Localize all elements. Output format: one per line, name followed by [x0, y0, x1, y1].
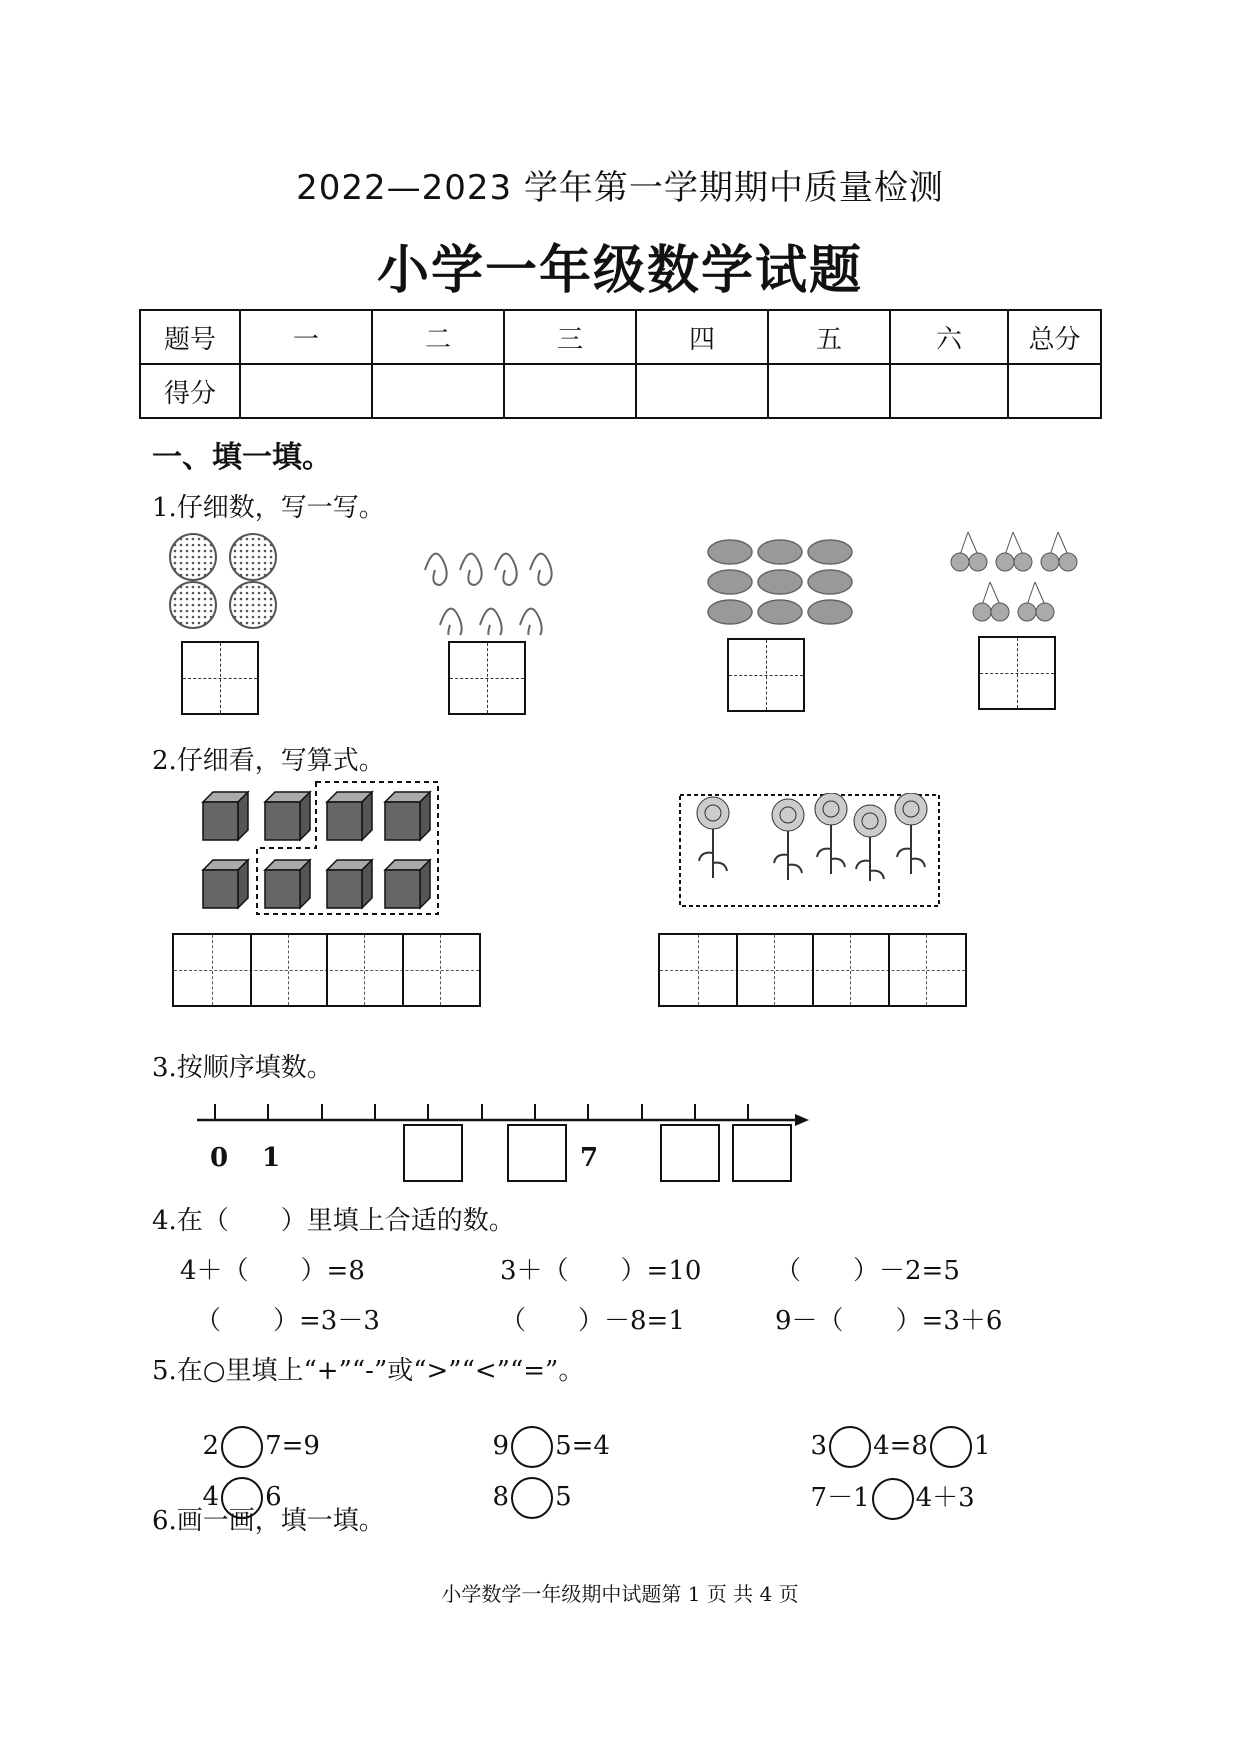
score-table-header-row: [140, 310, 1101, 364]
cube-icon: [203, 792, 248, 840]
cube-icon: [265, 860, 310, 908]
rose-icon: [772, 799, 804, 880]
score-row-label: 得分: [140, 364, 240, 418]
leaf-icon: [808, 600, 852, 624]
leaf-icon: [708, 600, 752, 624]
fruit-group: [170, 534, 276, 628]
exam-title: 小学一年级数学试题: [376, 241, 863, 301]
swan-icon: [440, 609, 462, 635]
page-footer: 小学数学一年级期中试题第 1 页 共 4 页: [441, 1582, 799, 1606]
question-6-label: 6.画一画，填一填。: [152, 1506, 385, 1536]
q1-answer-box[interactable]: [727, 638, 805, 712]
leaf-icon: [758, 600, 802, 624]
score-cell: 三: [504, 310, 636, 364]
q4-equation[interactable]: （ ）－2=5: [775, 1256, 960, 1286]
q4-equation[interactable]: （ ）=3－3: [195, 1306, 380, 1336]
q5-item: 8 5: [476, 1447, 572, 1519]
cube-icon: [265, 792, 310, 840]
leaf-icon: [758, 540, 802, 564]
cherry-icon: [1018, 582, 1054, 621]
score-cell: 总分: [1008, 310, 1101, 364]
rose-icon: [697, 797, 729, 878]
number-line-label: 7: [580, 1143, 599, 1173]
question-1-label: 1.仔细数，写一写。: [152, 493, 385, 523]
section-heading: 一、填一填。: [152, 440, 332, 475]
leaf-icon: [808, 540, 852, 564]
q5-item: 9 5=4: [476, 1396, 610, 1468]
fruit-icon: [170, 534, 216, 580]
swan-icon: [460, 554, 482, 585]
rose-icon: [854, 805, 886, 881]
score-input-cell[interactable]: [636, 364, 768, 418]
score-input-cell[interactable]: [1008, 364, 1101, 418]
q2-writing-grid-left[interactable]: [172, 933, 481, 1007]
score-input-cell[interactable]: [890, 364, 1008, 418]
rose-icon: [815, 793, 847, 874]
q2-writing-grid-right[interactable]: [658, 933, 967, 1007]
rose-icon: [895, 793, 927, 874]
exam-subtitle: 2022—2023 学年第一学期期中质量检测: [296, 168, 944, 208]
q4-equation[interactable]: （ ）－8=1: [500, 1306, 685, 1336]
swan-icon: [480, 609, 502, 635]
q5-item: 7－1 4＋3: [794, 1447, 975, 1520]
number-line-answer-box[interactable]: [732, 1124, 792, 1182]
q5-item: 2 7=9: [186, 1396, 320, 1468]
number-line-label: 1: [262, 1143, 281, 1173]
cube-icon: [385, 792, 430, 840]
leaf-icon: [758, 570, 802, 594]
cherry-icon: [973, 582, 1009, 621]
q5-item: 3 4=8 1: [794, 1396, 991, 1468]
roses-figure: [678, 793, 941, 908]
number-line-answer-box[interactable]: [507, 1124, 567, 1182]
cube-icon: [203, 860, 248, 908]
swan-group: [425, 554, 552, 635]
score-cell: 五: [768, 310, 890, 364]
cherry-group: [951, 532, 1077, 621]
leaf-icon: [808, 570, 852, 594]
fruit-icon: [170, 582, 216, 628]
score-input-cell[interactable]: [240, 364, 372, 418]
cube-icon: [327, 860, 372, 908]
swan-icon: [520, 609, 542, 635]
score-table: [139, 309, 1102, 419]
answer-circle[interactable]: [511, 1477, 553, 1519]
q4-equation[interactable]: 3＋（ ）=10: [500, 1256, 702, 1286]
score-input-cell[interactable]: [768, 364, 890, 418]
q1-answer-box[interactable]: [448, 641, 526, 715]
cherry-icon: [951, 532, 987, 571]
q4-equation[interactable]: 9－（ ）=3＋6: [775, 1306, 1003, 1336]
score-cell: 一: [240, 310, 372, 364]
cube-icon: [327, 792, 372, 840]
leaf-icon: [708, 540, 752, 564]
leaf-group: [708, 540, 852, 624]
swan-icon: [425, 554, 447, 585]
answer-circle[interactable]: [872, 1478, 914, 1520]
leaf-icon: [708, 570, 752, 594]
score-input-cell[interactable]: [504, 364, 636, 418]
q1-answer-box[interactable]: [978, 636, 1056, 710]
question-4-label: 4.在（ ）里填上合适的数。: [152, 1206, 515, 1236]
cubes-figure: [195, 780, 455, 920]
cherry-icon: [1041, 532, 1077, 571]
q4-equation[interactable]: 4＋（ ）=8: [180, 1256, 365, 1286]
number-line-answer-box[interactable]: [660, 1124, 720, 1182]
question-3-label: 3.按顺序填数。: [152, 1053, 333, 1083]
cherry-icon: [996, 532, 1032, 571]
score-input-cell[interactable]: [372, 364, 504, 418]
q1-pictures: [160, 530, 1160, 635]
q5-item: 4 6: [186, 1447, 282, 1519]
score-cell: 六: [890, 310, 1008, 364]
cube-icon: [385, 860, 430, 908]
swan-icon: [530, 554, 552, 585]
q1-answer-box[interactable]: [181, 641, 259, 715]
number-line-answer-box[interactable]: [403, 1124, 463, 1182]
score-cell: 四: [636, 310, 768, 364]
score-cell: 二: [372, 310, 504, 364]
question-5-label: 5.在○里填上“+”“-”或“>”“<”“=”。: [152, 1356, 585, 1386]
fruit-icon: [230, 534, 276, 580]
number-line: [195, 1100, 815, 1130]
score-table-score-row: [140, 364, 1101, 418]
question-2-label: 2.仔细看，写算式。: [152, 746, 385, 776]
score-cell: 题号: [140, 310, 240, 364]
fruit-icon: [230, 582, 276, 628]
swan-icon: [495, 554, 517, 585]
number-line-label: 0: [210, 1143, 229, 1173]
